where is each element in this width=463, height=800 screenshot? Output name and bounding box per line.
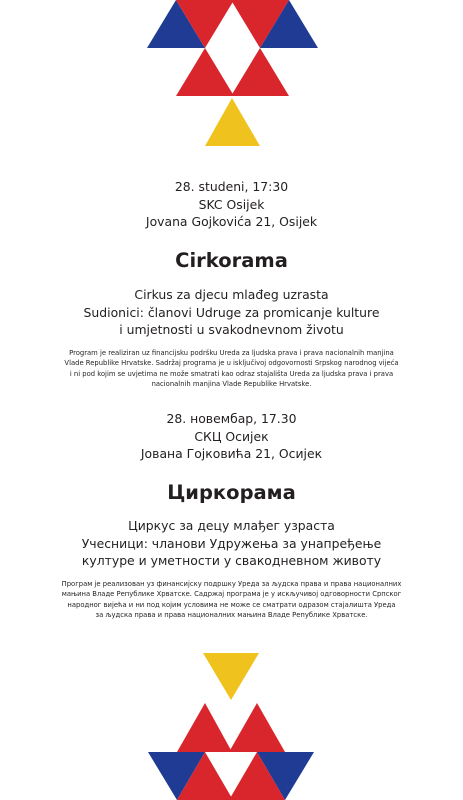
bottom-red-triangle-upper-right	[229, 703, 285, 752]
latin-note-line: i ni pod kojim se uvjetima ne može smatrati kao odraz stajališta Ureda za ljudska prava i prava	[69, 369, 394, 378]
bottom-yellow-triangle	[203, 653, 259, 700]
cyrillic-event-info	[0, 410, 463, 463]
cyrillic-description-line: културе и уметности у свакодневном животу	[81, 553, 382, 568]
latin-venue: SKC Osijek	[198, 196, 265, 212]
top-yellow-triangle	[205, 98, 260, 146]
latin-description-line: Sudionici: članovi Udruge za promicanje kulture	[83, 304, 380, 320]
cyrillic-note-line: мањина Владе Републике Хрватске. Садржај програма је у искључивој одговорности Српског	[61, 590, 402, 599]
latin-note-line: Program je realiziran uz financijsku podršku Ureda za ljudska prava i prava nacionalnih manjina	[69, 349, 394, 357]
cyrillic-description-line: Учесници: чланови Удружења за унапређење	[81, 535, 382, 551]
latin-event-title: Cirkorama	[175, 249, 288, 272]
cyrillic-funding-note	[0, 579, 463, 621]
top-red-triangle-lower-left	[176, 48, 234, 96]
latin-description-line: Cirkus za djecu mlađeg uzrasta	[134, 287, 329, 302]
top-red-triangle-lower-right	[231, 48, 289, 96]
top-triangle-motif	[0, 0, 463, 150]
cyrillic-description	[0, 517, 463, 570]
cyrillic-note-line: народног вијећа и ни под којим условима не може се сматрати одразом стајалишта Уреда	[67, 600, 396, 609]
latin-description	[0, 286, 463, 339]
cyrillic-event-title: Циркорама	[167, 481, 296, 504]
latin-description-line: i umjetnosti u svakodnevnom životu	[119, 322, 344, 337]
cyrillic-venue: СКЦ Осијек	[194, 428, 269, 444]
cyrillic-note-line: за људска права и права националних мањина Владе Републике Хрватске.	[95, 611, 368, 620]
bottom-triangle-motif	[0, 648, 463, 800]
cyrillic-address: Јована Гојковића 21, Осијек	[140, 446, 323, 461]
latin-funding-note	[0, 348, 463, 390]
latin-date-time: 28. studeni, 17:30	[174, 179, 289, 194]
cyrillic-note-line: Програм је реализован уз финансијску подршку Уреда за људска права и права националних	[61, 580, 402, 588]
latin-address: Jovana Gojkovića 21, Osijek	[145, 214, 318, 229]
latin-event-info	[0, 178, 463, 231]
latin-note-line: Vlade Republike Hrvatske. Sadržaj programa je u isključivoj odgovornosti Srpskog narodnog vijeća	[64, 359, 399, 368]
cyrillic-description-line: Циркус за децу млађег узраста	[128, 518, 335, 533]
cyrillic-date-time: 28. новембар, 17.30	[166, 411, 297, 426]
bottom-red-triangle-upper-left	[177, 703, 232, 752]
latin-note-line: nacionalnih manjina Vlade Republike Hrvatske.	[151, 380, 312, 389]
